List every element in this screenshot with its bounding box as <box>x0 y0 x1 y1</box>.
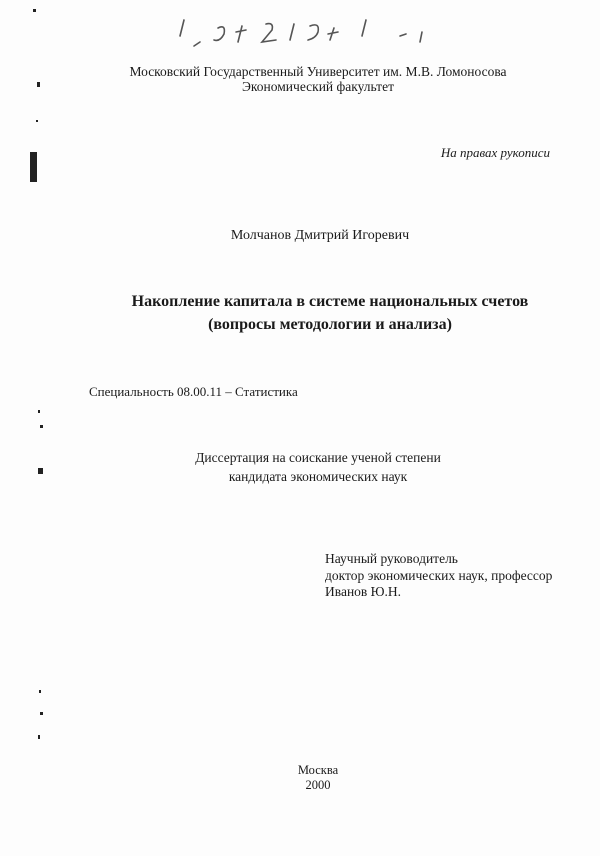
dissertation-purpose-line-1: Диссертация на соискание ученой степени <box>195 450 441 465</box>
supervisor-name: Иванов Ю.Н. <box>325 584 402 599</box>
faculty-name: Экономический факультет <box>242 79 394 94</box>
university-name: Московский Государственный Университет им. М.В. Ломоносова <box>129 64 507 79</box>
city: Москва <box>297 763 339 777</box>
dissertation-purpose-line-2: кандидата экономических наук <box>228 469 408 484</box>
specialty: Специальность 08.00.11 – Статистика <box>89 384 298 399</box>
supervisor-degree: доктор экономических наук, профессор <box>325 568 553 583</box>
supervisor-role: Научный руководитель <box>325 551 458 566</box>
thesis-title-line-1: Накопление капитала в системе национальных счетов <box>131 293 529 310</box>
thesis-title-line-2: (вопросы методологии и анализа) <box>208 316 452 333</box>
handwritten-catalog-number <box>170 6 440 56</box>
scan-margin-marks <box>0 0 60 856</box>
year: 2000 <box>305 778 331 792</box>
author-name: Молчанов Дмитрий Игоревич <box>230 228 410 243</box>
manuscript-note: На правах рукописи <box>440 145 550 160</box>
